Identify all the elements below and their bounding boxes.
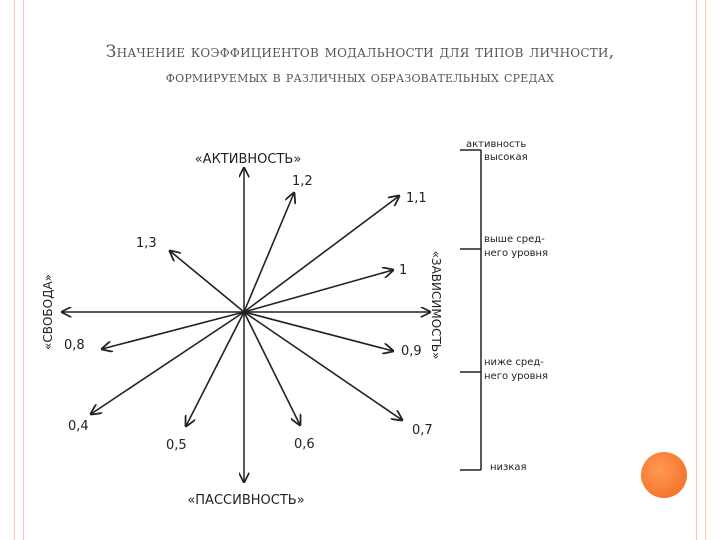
vector-label-0-9: 0,9 (401, 344, 422, 359)
vector-0-7 (244, 312, 402, 420)
vector-label-0-4: 0,4 (68, 419, 89, 434)
vector-label-1-1: 1,1 (406, 191, 427, 206)
vector-1-3 (170, 251, 244, 312)
vector-label-1: 1 (399, 263, 408, 278)
scale-level-high: высокая (484, 152, 528, 163)
title-line-2: формируемых в различных образовательных средах (165, 68, 555, 86)
vector-label-1-2: 1,2 (292, 174, 313, 189)
vector-label-0-8: 0,8 (64, 338, 85, 353)
scale-level-above-2: него уровня (484, 248, 549, 259)
axis-label-freedom: «СВОБОДА» (41, 273, 55, 351)
axis-label-passivity: «ПАССИВНОСТЬ» (187, 493, 305, 508)
axis-label-dependence: «ЗАВИСИМОСТЬ» (429, 250, 443, 360)
scale-title: активность (466, 139, 527, 150)
scale-level-above-1: выше сред- (484, 234, 545, 245)
vector-label-1-3: 1,3 (136, 236, 157, 251)
axis-label-activity: «АКТИВНОСТЬ» (194, 152, 302, 167)
vector-0-4 (91, 312, 244, 414)
title-line-1: Значение коэффициентов модальности для типов личности, (105, 42, 615, 62)
vector-0-9 (244, 312, 393, 351)
vector-0-6 (244, 312, 300, 425)
vector-0-8 (102, 312, 244, 349)
vector-1 (244, 270, 393, 312)
vector-label-0-7: 0,7 (412, 423, 433, 438)
scale-level-below-2: него уровня (484, 371, 549, 382)
vector-1-1 (244, 196, 399, 312)
vector-label-0-6: 0,6 (294, 437, 315, 452)
scale-level-low: низкая (490, 462, 527, 473)
decorative-orange-circle (641, 452, 687, 498)
scale-level-below-1: ниже сред- (484, 357, 544, 368)
vector-0-5 (186, 312, 244, 426)
vector-label-0-5: 0,5 (166, 438, 187, 453)
